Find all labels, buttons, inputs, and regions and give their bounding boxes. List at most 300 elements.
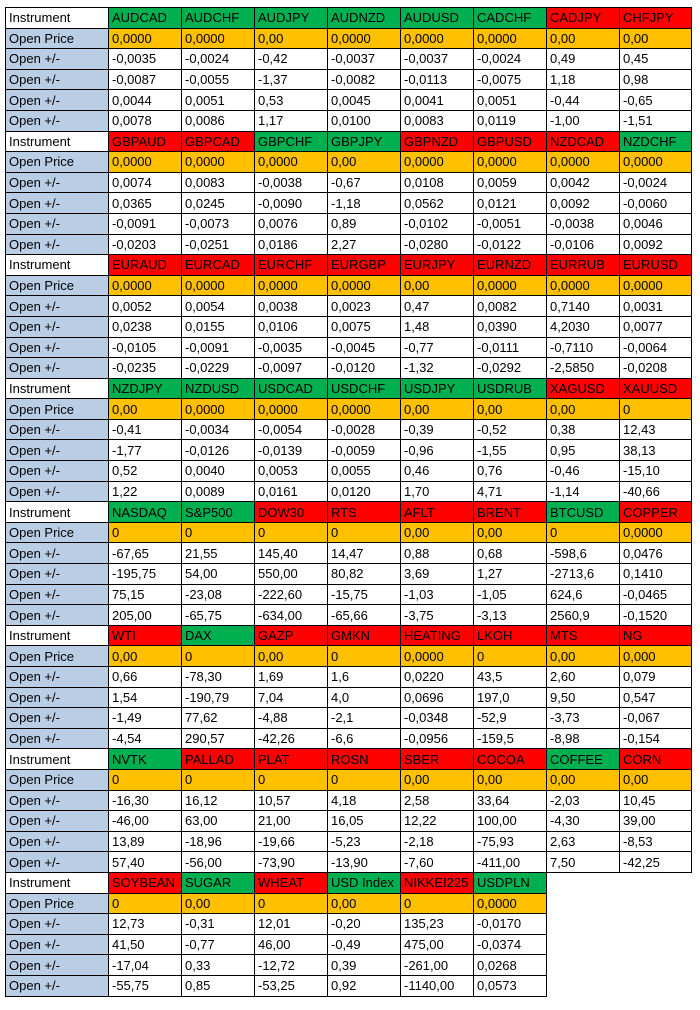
change-value-cell: -2,5850	[547, 358, 620, 379]
open-price-cell: 0,00	[328, 152, 401, 173]
change-value-cell: -0,0229	[182, 358, 255, 379]
instrument-name-cell: EURCHF	[255, 255, 328, 276]
change-value-cell: 0,0046	[620, 213, 692, 234]
open-change-row	[6, 213, 692, 234]
change-value-cell: -73,90	[255, 852, 328, 873]
change-value-cell: 1,6	[328, 667, 401, 688]
change-value-cell: 0,0089	[182, 481, 255, 502]
open-price-row	[6, 399, 692, 420]
open-change-row	[6, 955, 692, 976]
instrument-name-cell: AUDJPY	[255, 8, 328, 29]
change-value-cell: 0,0092	[620, 234, 692, 255]
open-change-label: Open +/-	[6, 213, 109, 234]
empty-cell	[620, 914, 692, 935]
instrument-name-cell: USDCHF	[328, 378, 401, 399]
change-value-cell: 4,18	[328, 790, 401, 811]
change-value-cell: 12,01	[255, 914, 328, 935]
change-value-cell: 7,50	[547, 852, 620, 873]
change-value-cell: 0,0365	[109, 193, 182, 214]
change-value-cell: -1,14	[547, 481, 620, 502]
instrument-name-cell: ROSN	[328, 749, 401, 770]
instrument-label: Instrument	[6, 625, 109, 646]
instrument-label: Instrument	[6, 502, 109, 523]
change-value-cell: -4,88	[255, 708, 328, 729]
open-change-row	[6, 605, 692, 626]
open-change-label: Open +/-	[6, 69, 109, 90]
change-value-cell: 10,45	[620, 790, 692, 811]
change-value-cell: -2,18	[401, 831, 474, 852]
instrument-name-cell: COCOA	[474, 749, 547, 770]
open-price-cell: 0,0000	[474, 152, 547, 173]
instrument-name-cell: GBPCHF	[255, 131, 328, 152]
instrument-name-cell: SBER	[401, 749, 474, 770]
change-value-cell: -67,65	[109, 543, 182, 564]
change-value-cell: -53,25	[255, 975, 328, 996]
change-value-cell: 21,00	[255, 811, 328, 832]
change-value-cell: -0,31	[182, 914, 255, 935]
change-value-cell: -3,75	[401, 605, 474, 626]
open-price-cell: 0,0000	[328, 28, 401, 49]
open-change-row	[6, 584, 692, 605]
open-price-label: Open Price	[6, 646, 109, 667]
change-value-cell: 0,45	[620, 49, 692, 70]
change-value-cell: -0,0064	[620, 337, 692, 358]
change-value-cell: 0,0390	[474, 316, 547, 337]
open-price-cell: 0,00	[401, 769, 474, 790]
open-change-row	[6, 564, 692, 585]
change-value-cell: -0,0087	[109, 69, 182, 90]
change-value-cell: 0,0054	[182, 296, 255, 317]
change-value-cell: -0,0374	[474, 934, 547, 955]
change-value-cell: 9,50	[547, 687, 620, 708]
change-value-cell: 1,27	[474, 564, 547, 585]
instrument-name-cell: GBPAUD	[109, 131, 182, 152]
instrument-name-cell: NZDCAD	[547, 131, 620, 152]
change-value-cell: 0,0562	[401, 193, 474, 214]
change-value-cell: 46,00	[255, 934, 328, 955]
change-value-cell: 135,23	[401, 914, 474, 935]
open-change-label: Open +/-	[6, 193, 109, 214]
change-value-cell: -0,0280	[401, 234, 474, 255]
change-value-cell: 0,38	[547, 419, 620, 440]
open-change-label: Open +/-	[6, 914, 109, 935]
open-change-row	[6, 728, 692, 749]
open-change-label: Open +/-	[6, 358, 109, 379]
open-price-cell: 0	[401, 893, 474, 914]
instrument-name-cell: NZDCHF	[620, 131, 692, 152]
change-value-cell: -0,0034	[182, 419, 255, 440]
change-value-cell: 0,39	[328, 955, 401, 976]
change-value-cell: -56,00	[182, 852, 255, 873]
change-value-cell: -19,66	[255, 831, 328, 852]
open-price-cell: 0	[182, 522, 255, 543]
change-value-cell: -411,00	[474, 852, 547, 873]
instrument-name-cell: CADCHF	[474, 8, 547, 29]
change-value-cell: 39,00	[620, 811, 692, 832]
open-price-cell: 0,0000	[182, 399, 255, 420]
change-value-cell: -42,26	[255, 728, 328, 749]
change-value-cell: 624,6	[547, 584, 620, 605]
open-change-label: Open +/-	[6, 419, 109, 440]
change-value-cell: -0,0051	[474, 213, 547, 234]
change-value-cell: 0,0119	[474, 110, 547, 131]
instrument-name-cell: HEATING	[401, 625, 474, 646]
change-value-cell: 0,0045	[328, 90, 401, 111]
change-value-cell: 0,92	[328, 975, 401, 996]
change-value-cell: -13,90	[328, 852, 401, 873]
change-value-cell: -1,49	[109, 708, 182, 729]
open-change-label: Open +/-	[6, 234, 109, 255]
change-value-cell: -0,44	[547, 90, 620, 111]
change-value-cell: 0,0074	[109, 172, 182, 193]
change-value-cell: 7,04	[255, 687, 328, 708]
open-change-row	[6, 69, 692, 90]
change-value-cell: -1,51	[620, 110, 692, 131]
open-price-label: Open Price	[6, 399, 109, 420]
open-change-row	[6, 687, 692, 708]
change-value-cell: -1,18	[328, 193, 401, 214]
open-price-cell: 0,00	[547, 399, 620, 420]
change-value-cell: -0,0037	[328, 49, 401, 70]
change-value-cell: -65,66	[328, 605, 401, 626]
change-value-cell: -0,52	[474, 419, 547, 440]
change-value-cell: -0,0024	[620, 172, 692, 193]
open-price-cell: 0,0000	[401, 28, 474, 49]
change-value-cell: 0,85	[182, 975, 255, 996]
change-value-cell: -0,0091	[109, 213, 182, 234]
change-value-cell: -16,30	[109, 790, 182, 811]
open-price-cell: 0,00	[401, 275, 474, 296]
change-value-cell: -78,30	[182, 667, 255, 688]
open-price-cell: 0,0000	[547, 152, 620, 173]
open-price-cell: 0,00	[547, 646, 620, 667]
change-value-cell: 0,49	[547, 49, 620, 70]
instrument-name-cell: USDJPY	[401, 378, 474, 399]
change-value-cell: 0,0051	[474, 90, 547, 111]
change-value-cell: 10,57	[255, 790, 328, 811]
change-value-cell: -0,067	[620, 708, 692, 729]
empty-cell	[620, 934, 692, 955]
change-value-cell: 0,0078	[109, 110, 182, 131]
open-price-cell: 0,00	[474, 769, 547, 790]
change-value-cell: 14,47	[328, 543, 401, 564]
change-value-cell: 290,57	[182, 728, 255, 749]
instrument-row	[6, 625, 692, 646]
open-change-row	[6, 831, 692, 852]
open-price-cell: 0,00	[401, 522, 474, 543]
change-value-cell: 0,0053	[255, 461, 328, 482]
instrument-name-cell: MTS	[547, 625, 620, 646]
change-value-cell: -17,04	[109, 955, 182, 976]
change-value-cell: -2,03	[547, 790, 620, 811]
instrument-name-cell: AUDCAD	[109, 8, 182, 29]
change-value-cell: 77,62	[182, 708, 255, 729]
change-value-cell: -2713,6	[547, 564, 620, 585]
change-value-cell: -1,03	[401, 584, 474, 605]
change-value-cell: 0,0041	[401, 90, 474, 111]
open-change-label: Open +/-	[6, 337, 109, 358]
open-price-cell: 0,0000	[182, 28, 255, 49]
change-value-cell: -55,75	[109, 975, 182, 996]
change-value-cell: -0,77	[401, 337, 474, 358]
change-value-cell: -0,0075	[474, 69, 547, 90]
instrument-name-cell: NVTK	[109, 749, 182, 770]
change-value-cell: 0,0083	[182, 172, 255, 193]
open-price-row	[6, 769, 692, 790]
change-value-cell: -0,41	[109, 419, 182, 440]
instrument-name-cell: NIKKEI225	[401, 872, 474, 893]
change-value-cell: -159,5	[474, 728, 547, 749]
change-value-cell: -46,00	[109, 811, 182, 832]
change-value-cell: -0,0028	[328, 419, 401, 440]
change-value-cell: 0,0108	[401, 172, 474, 193]
open-price-cell: 0	[182, 646, 255, 667]
open-price-cell: 0	[547, 522, 620, 543]
change-value-cell: 475,00	[401, 934, 474, 955]
open-change-row	[6, 934, 692, 955]
change-value-cell: -65,75	[182, 605, 255, 626]
instrument-name-cell: COFFEE	[547, 749, 620, 770]
change-value-cell: 0,0083	[401, 110, 474, 131]
change-value-cell: 2,60	[547, 667, 620, 688]
open-change-row	[6, 667, 692, 688]
change-value-cell: -75,93	[474, 831, 547, 852]
open-price-cell: 0,0000	[255, 152, 328, 173]
change-value-cell: -4,54	[109, 728, 182, 749]
open-change-row	[6, 110, 692, 131]
change-value-cell: -0,0059	[328, 440, 401, 461]
change-value-cell: 0,0040	[182, 461, 255, 482]
instrument-name-cell: AUDNZD	[328, 8, 401, 29]
change-value-cell: 41,50	[109, 934, 182, 955]
change-value-cell: 12,43	[620, 419, 692, 440]
instrument-label: Instrument	[6, 8, 109, 29]
change-value-cell: 0,0238	[109, 316, 182, 337]
instrument-name-cell: EURNZD	[474, 255, 547, 276]
change-value-cell: 0,0075	[328, 316, 401, 337]
change-value-cell: 0,0161	[255, 481, 328, 502]
open-price-cell: 0,00	[547, 769, 620, 790]
open-price-cell: 0	[255, 893, 328, 914]
instrument-row	[6, 131, 692, 152]
change-value-cell: -0,20	[328, 914, 401, 935]
change-value-cell: 2,58	[401, 790, 474, 811]
open-price-cell: 0,0000	[182, 152, 255, 173]
instrument-name-cell: GBPUSD	[474, 131, 547, 152]
open-change-label: Open +/-	[6, 296, 109, 317]
instrument-name-cell: GBPJPY	[328, 131, 401, 152]
change-value-cell: -18,96	[182, 831, 255, 852]
instrument-name-cell: CADJPY	[547, 8, 620, 29]
change-value-cell: 0,0086	[182, 110, 255, 131]
instrument-name-cell: PALLAD	[182, 749, 255, 770]
empty-cell	[547, 955, 620, 976]
change-value-cell: 0,547	[620, 687, 692, 708]
change-value-cell: -0,0235	[109, 358, 182, 379]
change-value-cell: -0,0035	[109, 49, 182, 70]
instrument-name-cell: BTCUSD	[547, 502, 620, 523]
change-value-cell: 12,22	[401, 811, 474, 832]
change-value-cell: 0,0696	[401, 687, 474, 708]
change-value-cell: -0,0073	[182, 213, 255, 234]
open-price-cell: 0,00	[182, 893, 255, 914]
open-change-label: Open +/-	[6, 564, 109, 585]
change-value-cell: -7,60	[401, 852, 474, 873]
open-price-cell: 0,0000	[474, 275, 547, 296]
change-value-cell: 3,69	[401, 564, 474, 585]
change-value-cell: -0,0082	[328, 69, 401, 90]
change-value-cell: 0,0220	[401, 667, 474, 688]
open-change-row	[6, 461, 692, 482]
change-value-cell: 21,55	[182, 543, 255, 564]
open-change-label: Open +/-	[6, 316, 109, 337]
open-change-label: Open +/-	[6, 975, 109, 996]
empty-cell	[620, 872, 692, 893]
change-value-cell: -0,49	[328, 934, 401, 955]
change-value-cell: -1,37	[255, 69, 328, 90]
open-change-row	[6, 790, 692, 811]
instrument-row	[6, 8, 692, 29]
change-value-cell: -0,0105	[109, 337, 182, 358]
instrument-row	[6, 502, 692, 523]
open-change-row	[6, 914, 692, 935]
change-value-cell: -0,0126	[182, 440, 255, 461]
change-value-cell: 0,0245	[182, 193, 255, 214]
open-price-cell: 0,00	[547, 28, 620, 49]
change-value-cell: -634,00	[255, 605, 328, 626]
open-price-cell: 0	[620, 399, 692, 420]
open-change-row	[6, 481, 692, 502]
change-value-cell: 1,17	[255, 110, 328, 131]
change-value-cell: -6,6	[328, 728, 401, 749]
open-price-cell: 0,0000	[547, 275, 620, 296]
open-price-cell: 0	[328, 522, 401, 543]
open-change-row	[6, 316, 692, 337]
open-price-cell: 0,0000	[328, 399, 401, 420]
open-change-row	[6, 49, 692, 70]
open-change-label: Open +/-	[6, 543, 109, 564]
open-change-label: Open +/-	[6, 172, 109, 193]
change-value-cell: 0,0121	[474, 193, 547, 214]
instrument-name-cell: BRENT	[474, 502, 547, 523]
open-price-cell: 0,00	[109, 646, 182, 667]
open-price-cell: 0,00	[255, 646, 328, 667]
change-value-cell: 63,00	[182, 811, 255, 832]
change-value-cell: 0,0476	[620, 543, 692, 564]
empty-cell	[620, 975, 692, 996]
change-value-cell: -0,0106	[547, 234, 620, 255]
change-value-cell: -0,0035	[255, 337, 328, 358]
instrument-name-cell: S&P500	[182, 502, 255, 523]
change-value-cell: 0,76	[474, 461, 547, 482]
open-price-label: Open Price	[6, 28, 109, 49]
change-value-cell: 0,33	[182, 955, 255, 976]
change-value-cell: 197,0	[474, 687, 547, 708]
change-value-cell: -222,60	[255, 584, 328, 605]
open-price-cell: 0	[109, 522, 182, 543]
open-change-row	[6, 90, 692, 111]
change-value-cell: -3,73	[547, 708, 620, 729]
open-price-cell: 0,0000	[255, 399, 328, 420]
open-change-row	[6, 337, 692, 358]
change-value-cell: 57,40	[109, 852, 182, 873]
open-change-row	[6, 358, 692, 379]
change-value-cell: 4,2030	[547, 316, 620, 337]
open-price-cell: 0,00	[474, 399, 547, 420]
change-value-cell: 0,0120	[328, 481, 401, 502]
open-change-label: Open +/-	[6, 605, 109, 626]
change-value-cell: 0,0031	[620, 296, 692, 317]
change-value-cell: 16,05	[328, 811, 401, 832]
open-change-row	[6, 172, 692, 193]
change-value-cell: 1,18	[547, 69, 620, 90]
instrument-label: Instrument	[6, 378, 109, 399]
change-value-cell: -0,154	[620, 728, 692, 749]
change-value-cell: 0,53	[255, 90, 328, 111]
change-value-cell: -0,0113	[401, 69, 474, 90]
open-price-cell: 0,0000	[255, 275, 328, 296]
instrument-name-cell: NZDJPY	[109, 378, 182, 399]
open-change-label: Open +/-	[6, 831, 109, 852]
instrument-row	[6, 872, 692, 893]
change-value-cell: -3,13	[474, 605, 547, 626]
change-value-cell: 38,13	[620, 440, 692, 461]
open-price-cell: 0	[182, 769, 255, 790]
open-price-cell: 0,0000	[109, 152, 182, 173]
instrument-label: Instrument	[6, 872, 109, 893]
change-value-cell: -1,77	[109, 440, 182, 461]
open-change-row	[6, 708, 692, 729]
open-price-cell: 0	[328, 646, 401, 667]
change-value-cell: 1,69	[255, 667, 328, 688]
instrument-name-cell: RTS	[328, 502, 401, 523]
open-change-row	[6, 440, 692, 461]
change-value-cell: 0,1410	[620, 564, 692, 585]
change-value-cell: -0,0348	[401, 708, 474, 729]
change-value-cell: 2,63	[547, 831, 620, 852]
empty-cell	[547, 893, 620, 914]
change-value-cell: 12,73	[109, 914, 182, 935]
open-change-row	[6, 852, 692, 873]
change-value-cell: -0,0037	[401, 49, 474, 70]
change-value-cell: 2560,9	[547, 605, 620, 626]
open-price-cell: 0,0000	[401, 152, 474, 173]
open-change-label: Open +/-	[6, 934, 109, 955]
instrument-name-cell: XAGUSD	[547, 378, 620, 399]
change-value-cell: -0,0054	[255, 419, 328, 440]
change-value-cell: -1,55	[474, 440, 547, 461]
change-value-cell: 0,0038	[255, 296, 328, 317]
change-value-cell: 13,89	[109, 831, 182, 852]
open-change-row	[6, 296, 692, 317]
open-price-label: Open Price	[6, 522, 109, 543]
change-value-cell: 2,27	[328, 234, 401, 255]
open-change-row	[6, 234, 692, 255]
change-value-cell: -0,0038	[547, 213, 620, 234]
change-value-cell: -1,00	[547, 110, 620, 131]
open-price-row	[6, 646, 692, 667]
instrument-name-cell: COPPER	[620, 502, 692, 523]
change-value-cell: 0,0186	[255, 234, 328, 255]
open-price-cell: 0	[255, 522, 328, 543]
empty-cell	[547, 975, 620, 996]
instrument-name-cell: CORN	[620, 749, 692, 770]
change-value-cell: 80,82	[328, 564, 401, 585]
instrument-name-cell: LKOH	[474, 625, 547, 646]
change-value-cell: -190,79	[182, 687, 255, 708]
instrument-name-cell: USDRUB	[474, 378, 547, 399]
open-price-row	[6, 28, 692, 49]
